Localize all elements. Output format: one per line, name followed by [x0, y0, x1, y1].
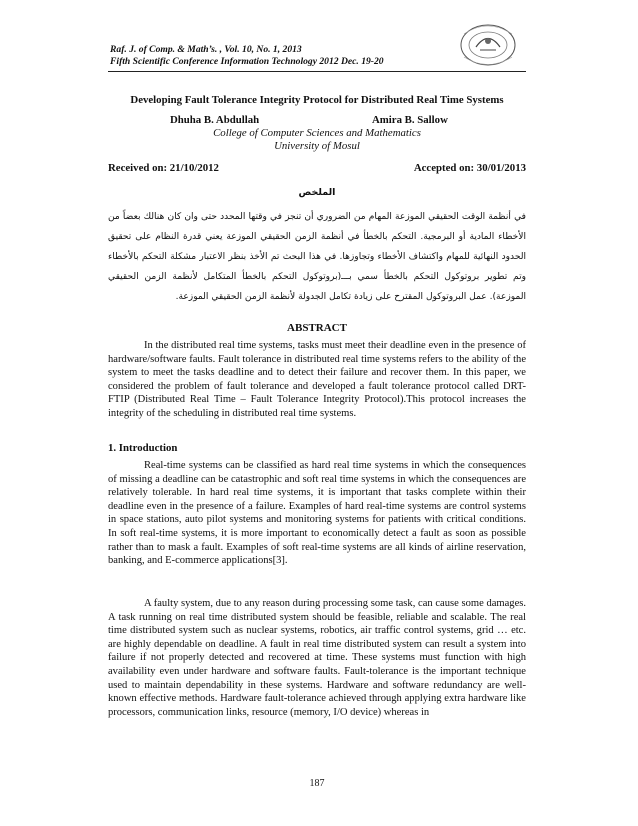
journal-header [110, 44, 384, 68]
arabic-abstract-heading: الملخص [298, 187, 336, 198]
conference-logo-icon [454, 20, 522, 70]
affiliation [108, 127, 526, 153]
journal-line: Raf. J. of Comp. & Math’s. , Vol. 10, No. 1, 2013 [110, 44, 302, 55]
paper-title: Developing Fault Tolerance Integrity Protocol for Distributed Real Time Systems [130, 94, 504, 106]
introduction-paragraph-2: A faulty system, due to any reason during processing some task, can cause some damages. A task running on real time distributed system should be feasible, reliable and scalable. The real time distributed system such as nuclear systems, robotics, air traffic control systems, grid … etc. are highly dependable on deadline. A fault in real time distributed system can result a system into failure if not properly detected and recovered at time. These systems must function with high availability even under hardware and software faults. Fault-tolerance is the important technique used to maintain dependability in these systems. Hardware and software redundancy are well-known effective methods. Hardware fault-tolerance achieved through applying extra hardware like processors, communication links, resource (memory, I/O device) whereas in [108, 598, 526, 718]
affiliation-college: College of Computer Sciences and Mathematics [213, 127, 421, 139]
introduction-paragraph-1: Real-time systems can be classified as hard real time systems in which the consequences of missing a deadline can be catastrophic and soft real time systems in which the consequences are relatively tolerable. In hard real time systems, it is important that tasks complete within their deadline even in the presence of a failure. Examples of hard real-time systems are control systems in space stations, auto pilot systems and monitoring systems for patients with critical conditions. In soft real-time systems, it is more important to economically detect a fault as soon as possible rather than to mask a fault. Examples of soft real-time systems are all kinds of airline reservation, banking, and E-commerce applications[3]. [108, 460, 526, 567]
introduction-heading: 1. Introduction [108, 442, 178, 454]
accepted-date: Accepted on: 30/01/2013 [413, 162, 526, 174]
received-date: Received on: 21/10/2012 [108, 162, 219, 174]
page-number: 187 [309, 778, 325, 789]
affiliation-university: University of Mosul [274, 140, 360, 152]
author-1: Dhuha B. Abdullah [170, 114, 260, 126]
header-rule [108, 71, 526, 72]
conference-line: Fifth Scientific Conference Information Technology 2012 Dec. 19-20 [110, 56, 384, 67]
arabic-abstract-body: في أنظمة الوقت الحقيقي الموزعة المهام من الضروري أن تنجز في وقتها المحدد حتى وان كان هنالك بعضاً من الأخطاء المادية أو البرمجية. التحكم بالخطأ في أنظمة الزمن الحقيقي الموزعة يعني قدرة النظام على تحقيق الحدود النهائية للمهام واكتشاف الأخطاء وتجاوزها. في هذا البحث تم الأخذ بنظر الاعتبار مشكلة التحكم بالأخطاء وتم تطوير بروتوكول التحكم بالخطأ سمي بـــ(بروتوكول التحكم بالخطأ المتكامل لأنظمة الزمن الحقيقي الموزعة). عمل البروتوكول المقترح على زيادة تكامل الجدولة لأنظمة الزمن الحقيقي الموزعة. [108, 212, 526, 302]
abstract-body: In the distributed real time systems, tasks must meet their deadline even in the presence of hardware/software faults. Fault tolerance in distributed real time systems refers to the ability of the system to meet the tasks deadline and to detect their failure and recover them. In this paper, we considered the problem of fault tolerance and developed a fault tolerance protocol called DRT-FTIP (Distributed Real Time – Fault Tolerance Integrity Protocol).This protocol increases the integrity of the scheduling in distributed real time systems. [108, 340, 526, 419]
author-2: Amira B. Sallow [372, 114, 448, 126]
abstract-heading: ABSTRACT [287, 322, 347, 334]
